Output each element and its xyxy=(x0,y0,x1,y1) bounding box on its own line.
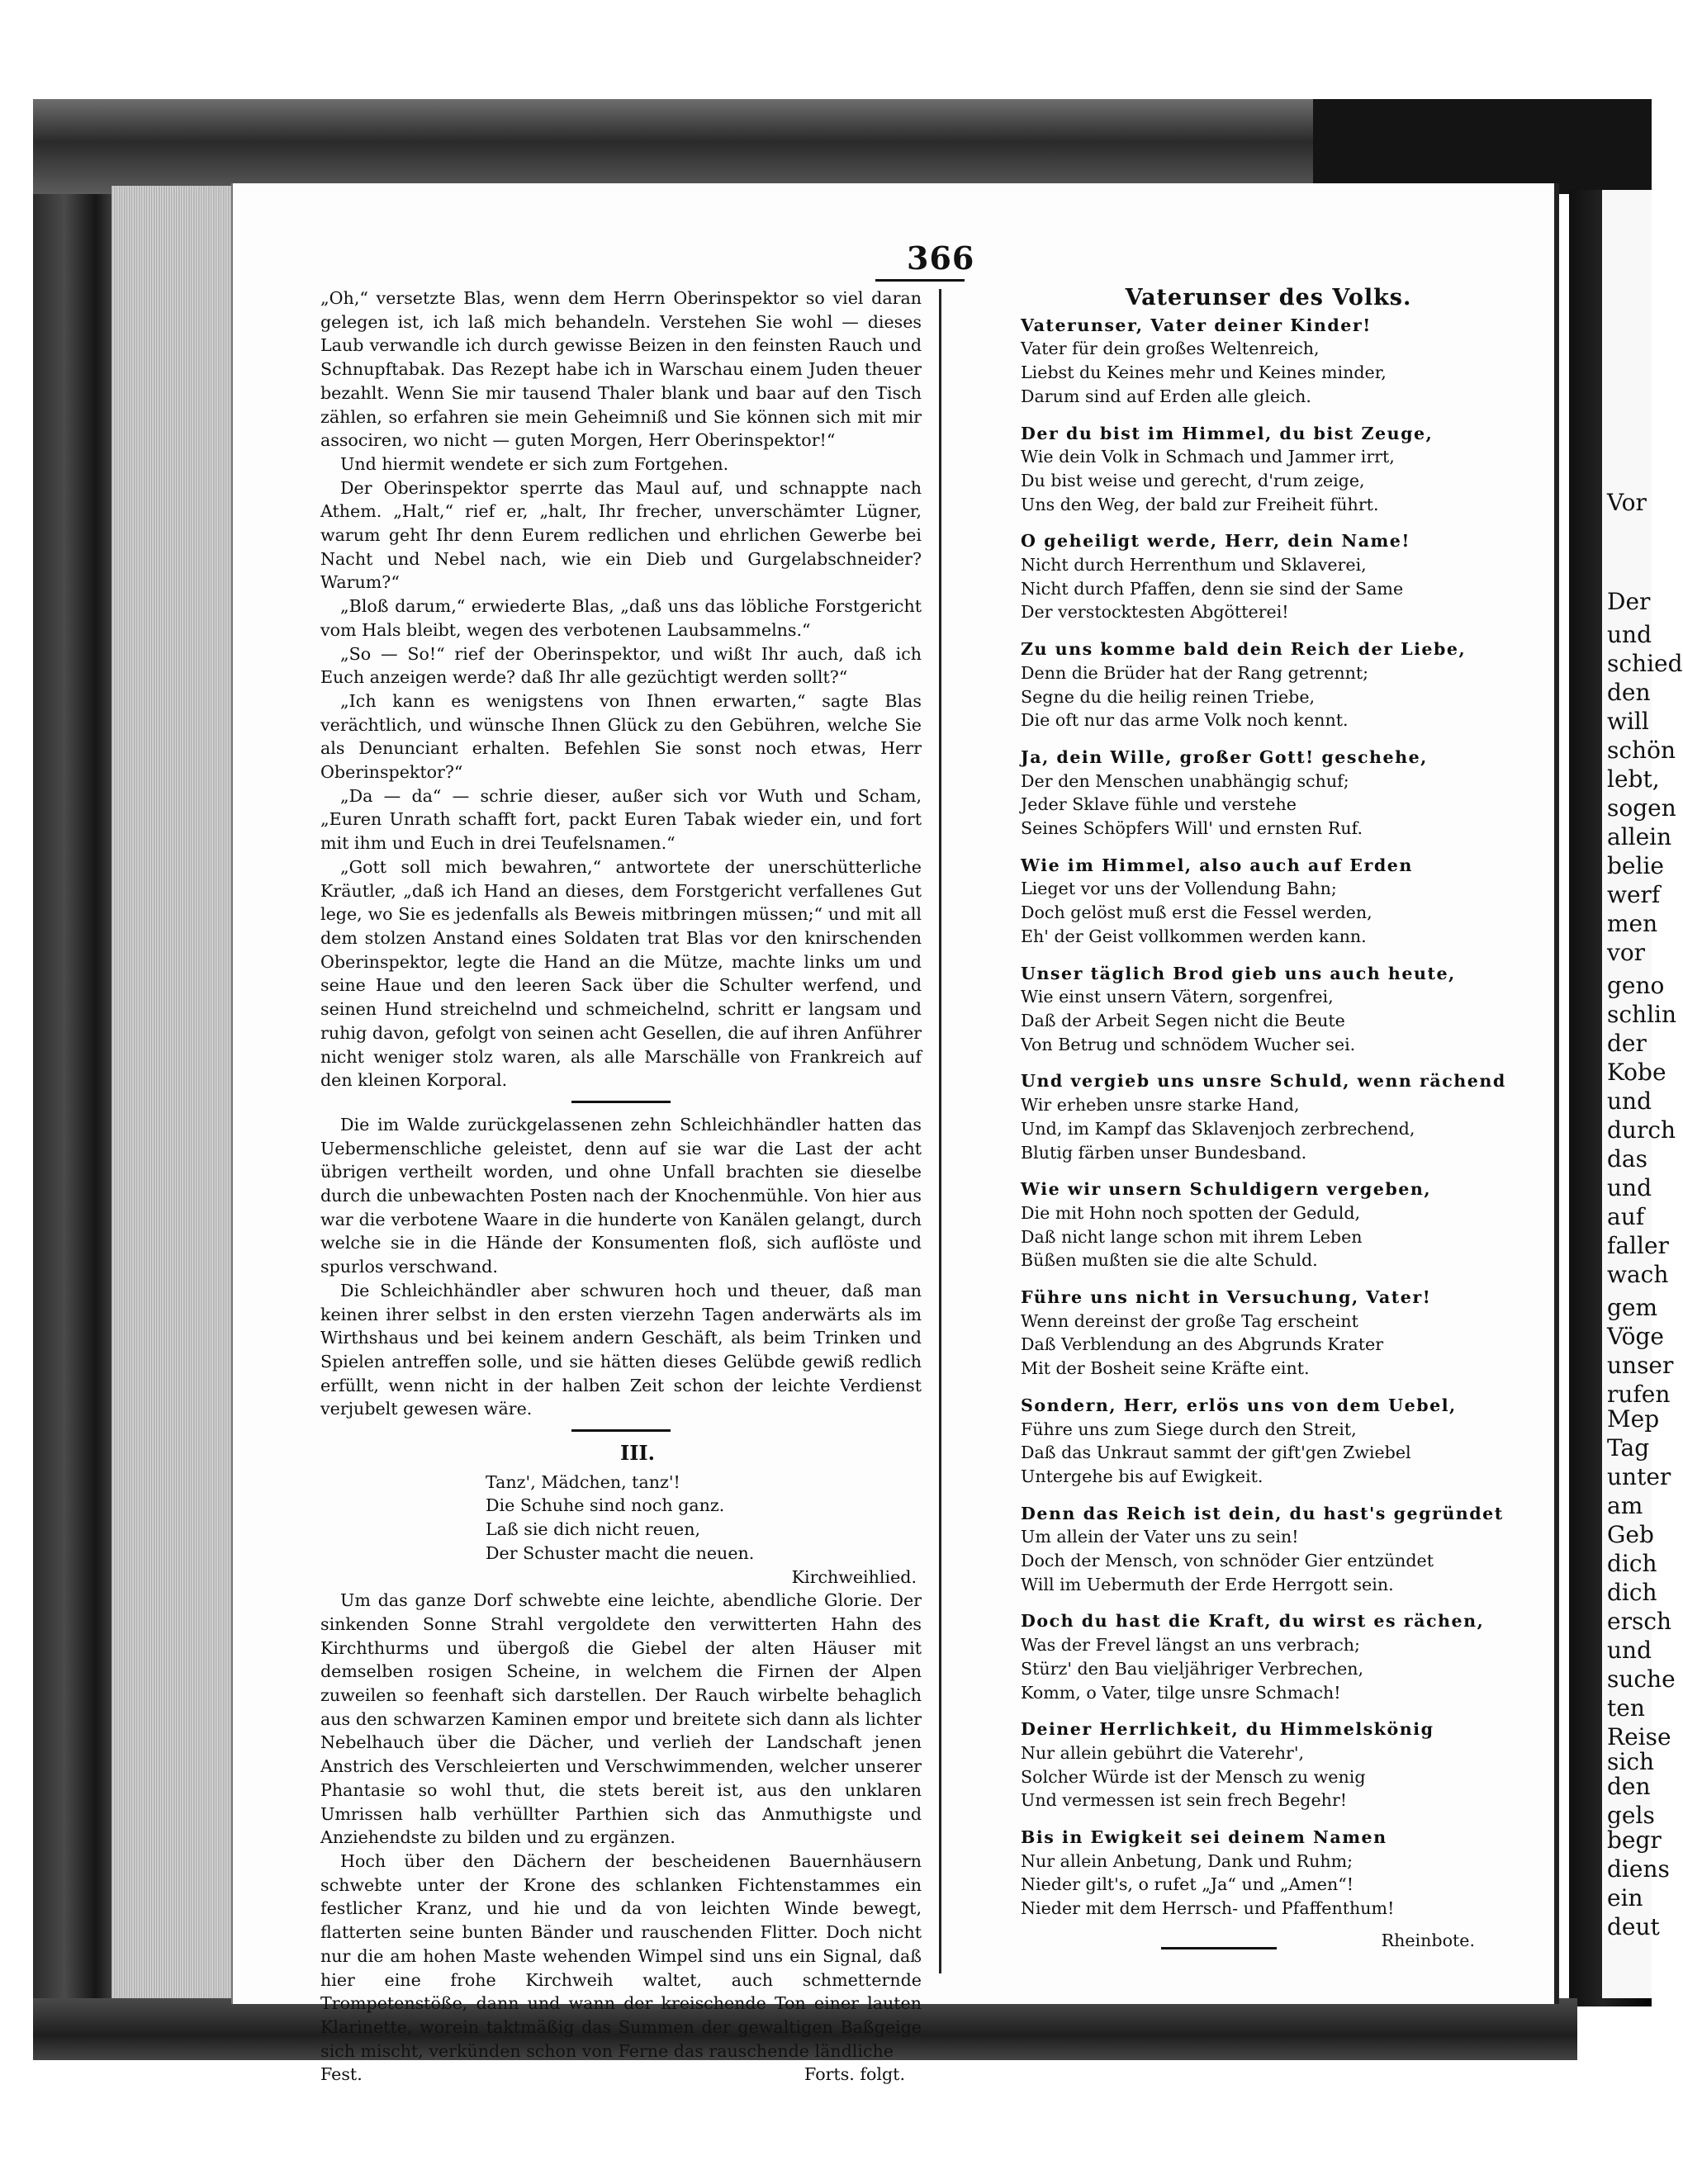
poem-stanza xyxy=(1021,1286,1483,1381)
paragraph: Und hiermit wendete er sich zum Fortgehen. xyxy=(340,453,729,474)
poem-line: Denn die Brüder hat der Rang getrennt; xyxy=(1021,662,1369,683)
poem-line: Büßen mußten sie die alte Schuld. xyxy=(1021,1250,1318,1271)
poem-line: Stürz' den Bau vieljähriger Verbrechen, xyxy=(1021,1658,1364,1679)
poem-stanza xyxy=(1021,422,1483,517)
continuation-note: Forts. folgt. xyxy=(804,2064,905,2085)
poem-line: Lieget vor uns der Vollendung Bahn; xyxy=(1021,879,1337,899)
next-page-fragment: ersch xyxy=(1607,1608,1672,1635)
next-page-fragment: am xyxy=(1607,1492,1643,1519)
poem-line: Doch du hast die Kraft, du wirst es rächen, xyxy=(1021,1611,1485,1632)
poem-stanza xyxy=(1021,1609,1483,1704)
motto-line: Laß sie dich nicht reuen, xyxy=(486,1519,701,1540)
next-page-fragment: begr xyxy=(1607,1826,1662,1854)
poem-line: Doch gelöst muß erst die Fessel werden, xyxy=(1021,902,1372,923)
poem-line: Deiner Herrlichkeit, du Himmelskönig xyxy=(1021,1719,1434,1740)
page-number-rule xyxy=(875,279,965,282)
next-page-fragment: sich xyxy=(1607,1748,1655,1775)
poem-stanza xyxy=(1021,1177,1483,1272)
poem-line: Blutig färben unser Bundesband. xyxy=(1021,1142,1307,1163)
poem-line: Solcher Würde ist der Mensch zu wenig xyxy=(1021,1766,1366,1787)
next-page-fragment: Geb xyxy=(1607,1521,1654,1548)
next-page-fragment: durch xyxy=(1607,1116,1676,1144)
poem-line: Uns den Weg, der bald zur Freiheit führt. xyxy=(1021,494,1379,514)
paragraph: Die Schleichhändler aber schwuren hoch und theuer, daß man keinen ihrer selbst in den ersten vierzehn Tagen anderwärts als im Wirthshaus und bei keinem andern Geschäft, als beim Trinken und Spielen antreffen solle, und sie hätten dieses Gelübde gewiß redlich erfüllt, wenn nicht in der halben Zeit schon der leichte Verdienst verjubelt gewesen wäre. xyxy=(320,1280,922,1419)
poem-line: Nur allein Anbetung, Dank und Ruhm; xyxy=(1021,1850,1354,1871)
next-page-fragment: schlin xyxy=(1607,1001,1677,1028)
poem-line: Liebst du Keines mehr und Keines minder, xyxy=(1021,362,1387,383)
next-page-fragment: schön xyxy=(1607,737,1676,764)
paragraph: „So — So!“ rief der Oberinspektor, und wißt Ihr auch, daß ich Euch anzeigen werde? daß Ihr alle gezüchtigt werden sollt?“ xyxy=(320,643,922,688)
poem-line: Ja, dein Wille, großer Gott! geschehe, xyxy=(1021,746,1428,767)
section-number: III. xyxy=(619,1441,656,1466)
poem-line: Wie im Himmel, also auch auf Erden xyxy=(1021,855,1413,875)
poem-line: Nieder mit dem Herrsch- und Pfaffenthum! xyxy=(1021,1898,1395,1919)
paragraph: „Ich kann es wenigstens von Ihnen erwarten,“ sagte Blas verächtlich, und wünsche Ihnen Glück zu den Gebühren, welche Sie als Denunciant erhalten. Befehlen Sie sonst noch etwas, Herr Oberinspektor?“ xyxy=(320,690,922,783)
book-spine-edge xyxy=(33,194,111,2006)
poem-title: Vaterunser des Volks. xyxy=(1125,285,1412,310)
poem-source: Rheinbote. xyxy=(1381,1930,1475,1950)
poem-line: Nur allein gebührt die Vaterehr', xyxy=(1021,1742,1305,1763)
next-page-fragment: dich xyxy=(1607,1579,1657,1606)
poem-stanza xyxy=(1021,1502,1504,1597)
poem-line: Eh' der Geist vollkommen werden kann. xyxy=(1021,926,1367,946)
next-page-fragment: men xyxy=(1607,910,1658,937)
poem-line: Wenn dereinst der große Tag erscheint xyxy=(1021,1310,1358,1331)
poem-line: Führe uns nicht in Versuchung, Vater! xyxy=(1021,1287,1432,1308)
poem-stanza xyxy=(1021,854,1483,949)
poem-end-rule xyxy=(1161,1947,1277,1949)
paragraph: „Gott soll mich bewahren,“ antwortete der unerschütterliche Kräutler, „daß ich Hand an dieses, dem Forstgericht verfallenes Gut lege, wo Sie es jedenfalls als Beweis mitbringen müssen;“ und mit all dem stolzen Anstand eines Soldaten trat Blas vor den knirschenden Oberinspektor, legte die Hand an die Mütze, machte links um und seine Haue und den leeren Sack über die Schulter werfend, und seinen Hund streichelnd und schmeichelnd, schritt er langsam und ruhig davon, gefolgt von seinen acht Gesellen, die auf ihren Anführer nicht weniger stolz waren, als alle Marschälle von Frankreich auf den kleinen Korporal. xyxy=(320,856,922,1091)
section-rule xyxy=(571,1429,671,1432)
poem-stanza xyxy=(1021,1069,1506,1164)
poem-line: Der verstocktesten Abgötterei! xyxy=(1021,602,1289,623)
poem-line: Segne du die heilig reinen Triebe, xyxy=(1021,686,1316,707)
next-page-fragment: auf xyxy=(1607,1203,1645,1230)
poem-line: Von Betrug und schnödem Wucher sei. xyxy=(1021,1034,1356,1054)
poem-line: Jeder Sklave fühle und verstehe xyxy=(1021,794,1297,815)
poem-line: Der den Menschen unabhängig schuf; xyxy=(1021,770,1349,791)
next-page-fragment: Vöge xyxy=(1607,1323,1665,1350)
scan-shadow-top xyxy=(33,99,1379,194)
next-page-fragment: vor xyxy=(1607,939,1646,966)
next-page-fragment: deut xyxy=(1607,1913,1660,1940)
next-page-edge xyxy=(1602,190,1683,1998)
next-page-fragment: unter xyxy=(1607,1463,1671,1490)
poem-line: Wie einst unsern Vätern, sorgenfrei, xyxy=(1021,987,1334,1007)
paragraph: „Oh,“ versetzte Blas, wenn dem Herrn Oberinspektor so viel daran gelegen ist, ich laß mich behandeln. Verstehen Sie wohl — dieses Laub verwandle ich durch gewisse Beizen in den feinsten Rauch und Schnupftabak. Das Rezept habe ich in Warschau einem Juden theuer bezahlt. Wenn Sie mir tausend Thaler blank und baar auf den Tisch zählen, so erfahren sie mein Geheimniß und Sie können sich mit mir associren, wo nicht — guten Morgen, Herr Oberinspektor!“ xyxy=(320,288,922,451)
poem-line: Nicht durch Herrenthum und Sklaverei, xyxy=(1021,555,1367,576)
next-page-fragment: Tag xyxy=(1607,1434,1650,1462)
page-number: 366 xyxy=(907,239,975,277)
next-page-fragment: Kobe xyxy=(1607,1059,1666,1086)
motto xyxy=(486,1471,922,1589)
poem-line: Zu uns komme bald dein Reich der Liebe, xyxy=(1021,639,1467,660)
next-page-fragment: suche xyxy=(1607,1665,1676,1693)
next-page-fragment: und xyxy=(1607,1174,1652,1201)
poem-line: Um allein der Vater uns zu sein! xyxy=(1021,1527,1299,1547)
poem-line: Daß das Unkraut sammt der gift'gen Zwiebel xyxy=(1021,1443,1411,1463)
next-page-fragment: Reise xyxy=(1607,1723,1671,1751)
poem-line: Wie dein Volk in Schmach und Jammer irrt, xyxy=(1021,447,1395,467)
scan-shadow-top-right xyxy=(1313,99,1652,194)
paragraph: „Da — da“ — schrie dieser, außer sich vor Wuth und Scham, „Euren Unrath schafft fort, packt Euren Tabak wieder ein, und fort mit ihm und Euch in drei Teufelsnamen.“ xyxy=(320,785,922,854)
next-page-fragment: gem xyxy=(1607,1294,1658,1321)
next-page-fragment: lebt, xyxy=(1607,765,1660,793)
poem-line: O geheiligt werde, Herr, dein Name! xyxy=(1021,531,1410,552)
poem-stanza xyxy=(1021,962,1483,1057)
paragraph: Um das ganze Dorf schwebte eine leichte, abendliche Glorie. Der sinkenden Sonne Strahl vergoldete den verwitterten Hahn des Kirchthurms und übergoß die Giebel der alten Häuser mit demselben rosigen Scheine, in welchem die Firnen der Alpen zuweilen so feenhaft sich darstellen. Der Rauch wirbelte behaglich aus den schwarzen Kaminen empor und breitete sich dann als lichter Nebelhauch über die Dächer, und verlieh der Landschaft jenen Anstrich des Verschleierten und Verschwimmenden, welcher unserer Phantasie so wohl thut, die stets bereit ist, aus den unklaren Umrissen halb verhüllter Parthien sich das Anmuthigste und Anziehendste zu bilden und zu ergänzen. xyxy=(320,1590,922,1848)
next-page-fragment: sogen xyxy=(1607,794,1676,822)
poem-line: Und, im Kampf das Sklavenjoch zerbrechend, xyxy=(1021,1118,1415,1139)
next-page-fragment: den xyxy=(1607,679,1651,706)
next-page-fragment: schied xyxy=(1607,650,1683,677)
next-page-fragment: belie xyxy=(1607,852,1664,879)
poem-line: Seines Schöpfers Will' und ernsten Ruf. xyxy=(1021,818,1363,839)
next-page-fragment: werf xyxy=(1607,881,1661,908)
column-divider xyxy=(939,289,941,1973)
poem-stanza xyxy=(1021,529,1483,624)
next-page-fragment: diens xyxy=(1607,1855,1670,1883)
next-page-fragment: und xyxy=(1607,621,1652,648)
paragraph: Der Oberinspektor sperrte das Maul auf, und schnappte nach Athem. „Halt,“ rief er, „halt, Ihr frecher, unverschämter Lügner, warum geht Ihr denn Eurem redlichen und ehrlichen Gewerbe bei Nacht und Nebel nach, wie ein Dieb und Gurgelabschneider? Warum?“ xyxy=(320,477,922,593)
poem-line: Du bist weise und gerecht, d'rum zeige, xyxy=(1021,470,1365,490)
poem-line: Wie wir unsern Schuldigern vergeben, xyxy=(1021,1179,1432,1200)
poem-line: Untergehe bis auf Ewigkeit. xyxy=(1021,1466,1263,1486)
continuation-line xyxy=(320,2063,922,2087)
left-column xyxy=(320,287,922,2087)
poem-line: Bis in Ewigkeit sei deinem Namen xyxy=(1021,1827,1387,1848)
poem-line: Nieder gilt's, o rufet „Ja“ und „Amen“! xyxy=(1021,1874,1354,1895)
poem-line: Wir erheben unsre starke Hand, xyxy=(1021,1095,1300,1116)
poem-line: Und vermessen ist sein frech Begehr! xyxy=(1021,1790,1348,1811)
motto-line: Die Schuhe sind noch ganz. xyxy=(486,1495,725,1516)
next-page-fragment: und xyxy=(1607,1637,1652,1664)
poem-line: Führe uns zum Siege durch den Streit, xyxy=(1021,1419,1357,1439)
poem-line: Der du bist im Himmel, du bist Zeuge, xyxy=(1021,423,1434,443)
poem-line: Vaterunser, Vater deiner Kinder! xyxy=(1021,315,1372,335)
right-column xyxy=(1021,285,1506,1962)
poem-stanza xyxy=(1021,637,1483,732)
poem-line: Die mit Hohn noch spotten der Geduld, xyxy=(1021,1202,1361,1223)
poem-line: Mit der Bosheit seine Kräfte eint. xyxy=(1021,1358,1310,1379)
next-page-fragment: gels xyxy=(1607,1802,1655,1829)
poem-line: Und vergieb uns unsre Schuld, wenn rächend xyxy=(1021,1071,1506,1092)
poem-line: Was der Frevel längst an uns verbrach; xyxy=(1021,1635,1360,1656)
poem-line: Doch der Mensch, von schnöder Gier entzündet xyxy=(1021,1551,1434,1571)
next-page-fragment: ein xyxy=(1607,1884,1643,1912)
poem-stanza xyxy=(1021,1826,1483,1921)
motto-line: Tanz', Mädchen, tanz'! xyxy=(486,1471,680,1492)
next-page-fragment: Der xyxy=(1607,588,1651,615)
next-page-fragment: faller xyxy=(1607,1232,1669,1259)
book-page-stack xyxy=(111,186,231,2002)
next-page-fragment: geno xyxy=(1607,972,1665,999)
poem-line: Will im Uebermuth der Erde Herrgott sein. xyxy=(1021,1574,1394,1594)
poem-line: Daß Verblendung an des Abgrunds Krater xyxy=(1021,1334,1384,1355)
next-page-fragment: allein xyxy=(1607,823,1672,850)
motto-line: Der Schuster macht die neuen. xyxy=(486,1542,755,1563)
next-page-fragment: Vor xyxy=(1607,489,1647,516)
next-page-fragment: Mep xyxy=(1607,1405,1660,1433)
poem-line: Komm, o Vater, tilge unsre Schmach! xyxy=(1021,1682,1341,1703)
next-page-fragment: den xyxy=(1607,1773,1651,1800)
poem-line: Daß nicht lange schon mit ihrem Leben xyxy=(1021,1226,1363,1247)
next-page-fragment: unser xyxy=(1607,1352,1674,1379)
poem-line: Nicht durch Pfaffen, denn sie sind der Same xyxy=(1021,578,1404,599)
next-page-fragment: will xyxy=(1607,708,1649,735)
poem-line: Die oft nur das arme Volk noch kennt. xyxy=(1021,710,1349,731)
paragraph: „Bloß darum,“ erwiederte Blas, „daß uns das löbliche Forstgericht vom Hals bleibt, wegen des verbotenen Laubsammelns.“ xyxy=(320,596,922,640)
poem-line: Daß der Arbeit Segen nicht die Beute xyxy=(1021,1010,1345,1030)
next-page-fragment: der xyxy=(1607,1030,1647,1057)
next-page-fragment: wach xyxy=(1607,1261,1669,1288)
section-rule xyxy=(571,1101,671,1103)
next-page-fragment: und xyxy=(1607,1087,1652,1115)
poem-body xyxy=(1021,314,1506,1921)
paragraph: Die im Walde zurückgelassenen zehn Schleichhändler hatten das Uebermenschliche geleistet, denn auf sie war die Last der acht übrigen vertheilt worden, und ohne Unfall brachten sie dieselbe durch die unbewachten Posten nach der Knochenmühle. Von hier aus war die verbotene Waare in die hunderte von Kanälen gelangt, durch welche sie in die Hände der Konsumenten floß, sich auflöste und spurlos verschwand. xyxy=(320,1114,922,1277)
next-page-fragment: das xyxy=(1607,1145,1647,1173)
last-word: Fest. xyxy=(320,2064,363,2085)
next-page-fragment: dich xyxy=(1607,1550,1657,1577)
motto-source: Kirchweihlied. xyxy=(791,1566,917,1587)
poem-stanza xyxy=(1021,746,1483,841)
next-page-fragment: rufen xyxy=(1607,1381,1671,1408)
paragraph: Hoch über den Dächern der bescheidenen Bauernhäusern schwebte unter der Krone des schlanken Fichtenstammes ein festlicher Kranz, und hie und da von leichten Winde bewegt, flatterten seine bunten Bänder und rauschenden Flitter. Doch nicht nur die am hohen Maste wehenden Wimpel sind uns ein Signal, daß hier eine frohe Kirchweih waltet, auch schmetternde Trompetenstöße, dann und wann der kreischende Ton einer lauten Klarinette, worein taktmäßig das Summen der gewaltigen Baßgeige sich mischt, verkünden schon von Ferne das rauschende ländliche xyxy=(320,1851,922,2061)
poem-line: Vater für dein großes Weltenreich, xyxy=(1021,339,1320,359)
poem-line: Denn das Reich ist dein, du hast's gegründet xyxy=(1021,1503,1504,1523)
next-page-fragment: ten xyxy=(1607,1694,1645,1722)
poem-line: Unser täglich Brod gieb uns auch heute, xyxy=(1021,963,1456,983)
poem-stanza xyxy=(1021,1394,1483,1489)
poem-line: Sondern, Herr, erlös uns von dem Uebel, xyxy=(1021,1395,1457,1415)
poem-line: Darum sind auf Erden alle gleich. xyxy=(1021,386,1311,406)
poem-end xyxy=(1021,1929,1483,1962)
poem-stanza xyxy=(1021,1717,1483,1812)
poem-stanza xyxy=(1021,314,1483,409)
